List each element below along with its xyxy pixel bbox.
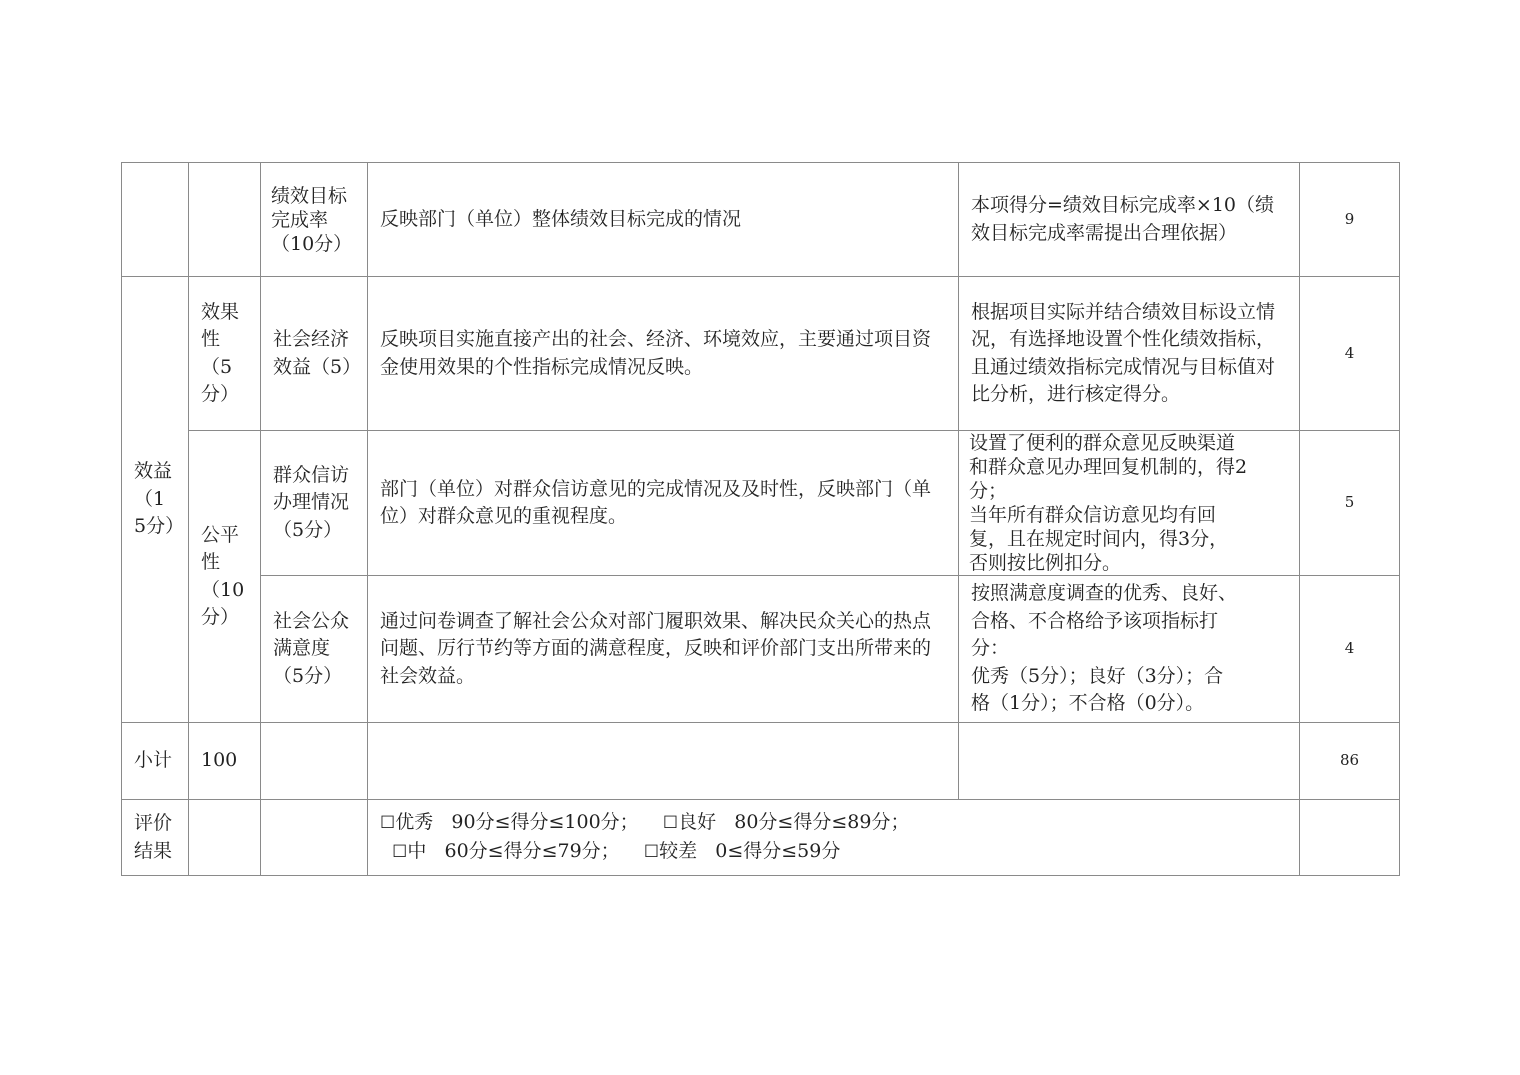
table-row (122, 431, 1400, 576)
subtotal-row (122, 723, 1400, 800)
cell-empty (189, 800, 261, 876)
checkbox-poor[interactable]: ☐ (643, 841, 660, 862)
option-medium-label: 中 (407, 839, 427, 862)
description-cell: 部门（单位）对群众信访意见的完成情况及及时性，反映部门（单位）对群众意见的重视程度。 (368, 431, 959, 576)
score-cell: 4 (1300, 277, 1400, 431)
evaluation-table (121, 162, 1400, 876)
option-good-label: 良好 (678, 811, 717, 833)
standard-cell (959, 431, 1300, 576)
subtotal-full-score: 100 (189, 723, 261, 800)
indicator-cell: 绩效目标完成率（10分） (261, 163, 368, 277)
checkbox-good[interactable]: ☐ (662, 813, 679, 833)
standard-line: 分； (969, 480, 1008, 502)
cell-empty (368, 723, 959, 800)
description-cell: 通过问卷调查了解社会公众对部门履职效果、解决民众关心的热点问题、厉行节约等方面的满意程度，反映和评价部门支出所带来的社会效益。 (368, 576, 959, 723)
standard-cell (959, 576, 1300, 723)
indicator-cell: 社会经济效益（5） (261, 277, 368, 431)
option-poor-range: 0≤得分≤59分 (715, 839, 841, 862)
result-options-cell (368, 800, 1300, 876)
standard-line: 分： (971, 637, 1010, 660)
standard-line: 设置了便利的群众意见反映渠道 (969, 432, 1236, 454)
subtotal-label: 小计 (122, 723, 189, 800)
standard-cell: 本项得分=绩效目标完成率×10（绩效目标完成率需提出合理依据） (959, 163, 1300, 277)
option-excellent-range: 90分≤得分≤100分； (451, 811, 639, 833)
score-cell: 5 (1300, 431, 1400, 576)
standard-line: 否则按比例扣分。 (969, 552, 1122, 574)
score-cell: 4 (1300, 576, 1400, 723)
standard-line: 格（1分）；不合格（0分）。 (971, 692, 1205, 715)
cell-empty (122, 163, 189, 277)
result-row (122, 800, 1400, 876)
description-cell: 反映部门（单位）整体绩效目标完成的情况 (368, 163, 959, 277)
result-options-line (380, 809, 1287, 838)
option-excellent-label: 优秀 (395, 811, 434, 833)
option-medium-range: 60分≤得分≤79分； (444, 839, 620, 862)
subtotal-score: 86 (1300, 723, 1400, 800)
cell-empty (189, 163, 261, 277)
standard-line: 当年所有群众信访意见均有回 (969, 504, 1217, 526)
cell-empty (1300, 800, 1400, 876)
score-cell: 9 (1300, 163, 1400, 277)
standard-line: 复，且在规定时间内，得3分， (969, 528, 1229, 550)
standard-line: 合格、不合格给予该项指标打 (971, 609, 1219, 632)
option-poor-label: 较差 (659, 839, 698, 862)
table-row (122, 277, 1400, 431)
level1-cell: 效益（15分） (122, 277, 189, 723)
cell-empty (959, 723, 1300, 800)
cell-empty (261, 800, 368, 876)
table-row (122, 576, 1400, 723)
standard-cell: 根据项目实际并结合绩效目标设立情况，有选择地设置个性化绩效指标，且通过绩效指标完成情况与目标值对比分析，进行核定得分。 (959, 277, 1300, 431)
result-label: 评价结果 (122, 800, 189, 876)
standard-line: 和群众意见办理回复机制的，得2 (969, 456, 1248, 478)
standard-line: 按照满意度调查的优秀、良好、 (971, 582, 1238, 605)
result-options-line (380, 838, 1287, 867)
description-cell: 反映项目实施直接产出的社会、经济、环境效应，主要通过项目资金使用效果的个性指标完成情况反映。 (368, 277, 959, 431)
checkbox-medium[interactable]: ☐ (392, 841, 408, 862)
level2-cell: 公平性（10分） (189, 431, 261, 723)
indicator-cell: 群众信访办理情况（5分） (261, 431, 368, 576)
level2-cell: 效果性（5分） (189, 277, 261, 431)
indicator-cell: 社会公众满意度（5分） (261, 576, 368, 723)
standard-line: 优秀（5分）；良好（3分）；合 (971, 664, 1224, 687)
table-row (122, 163, 1400, 277)
cell-empty (261, 723, 368, 800)
option-good-range: 80分≤得分≤89分； (734, 811, 910, 833)
checkbox-excellent[interactable]: ☐ (380, 813, 396, 833)
